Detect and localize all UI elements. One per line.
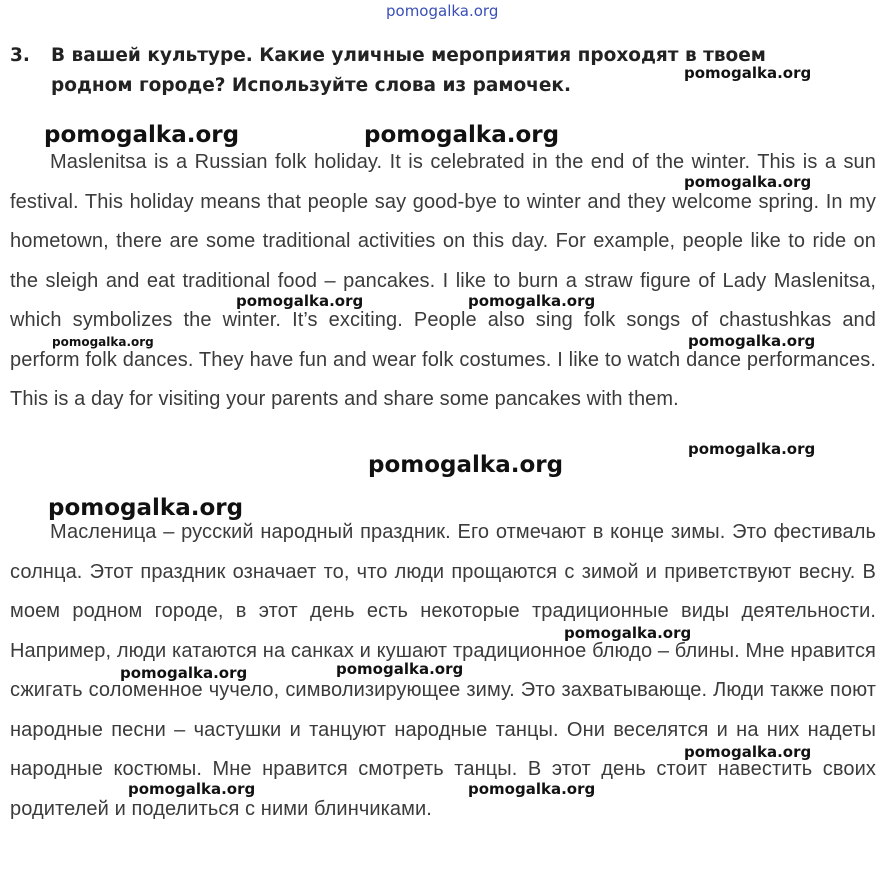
watermark: pomogalka.org [236,292,364,310]
watermark: pomogalka.org [44,122,240,148]
watermark-top: pomogalka.org [386,2,499,20]
watermark: pomogalka.org [688,440,816,458]
watermark: pomogalka.org [684,173,812,191]
watermark: pomogalka.org [368,452,564,478]
watermark: pomogalka.org [468,292,596,310]
task-text-line-1: В вашей культуре. Какие уличные мероприятия проходят в твоем [51,45,766,66]
watermark: pomogalka.org [48,495,244,521]
watermark: pomogalka.org [564,624,692,642]
watermark: pomogalka.org [688,332,816,350]
watermark: pomogalka.org [684,64,812,82]
watermark: pomogalka.org [684,743,812,761]
watermark: pomogalka.org [468,780,596,798]
watermark: pomogalka.org [52,335,154,349]
watermark: pomogalka.org [364,122,560,148]
task-text-line-2: родном городе? Используйте слова из рамочек. [51,75,572,96]
english-paragraph: Maslenitsa is a Russian folk holiday. It is celebrated in the end of the winter. This is a sun festival. This holiday means that people say good-bye to winter and they welcome spring. In my hometown, there are some traditional activities on this day. For example, people like to ride on the sleigh and eat traditional food – pancakes. I like to burn a straw figure of Lady Maslenitsa, which symbolizes the winter. It’s exciting. People also sing folk songs of chastushkas and perform folk dances. They have fun and wear folk costumes. I like to watch dance performances. This is a day for visiting your parents and share some pancakes with them. [10,151,876,410]
russian-paragraph: Масленица – русский народный праздник. Его отмечают в конце зимы. Это фестиваль солнца. Этот праздник означает то, что люди прощаются с зимой и приветствуют весну. В моем родном городе, в этот день есть некоторые традиционные виды деятельности. Например, люди катаются на санках и кушают традиционное блюдо – блины. Мне нравится сжигать соломенное чучело, символизирующее зиму. Это захватывающе. Люди также поют народные песни – частушки и танцуют народные танцы. Они веселятся и на них надеты народные костюмы. Мне нравится смотреть танцы. В этот день стоит навестить своих родителей и поделиться с ними блинчиками. [10,521,876,820]
watermark: pomogalka.org [336,660,464,678]
watermark: pomogalka.org [128,780,256,798]
watermark: pomogalka.org [120,664,248,682]
task-number: 3. [10,45,30,66]
